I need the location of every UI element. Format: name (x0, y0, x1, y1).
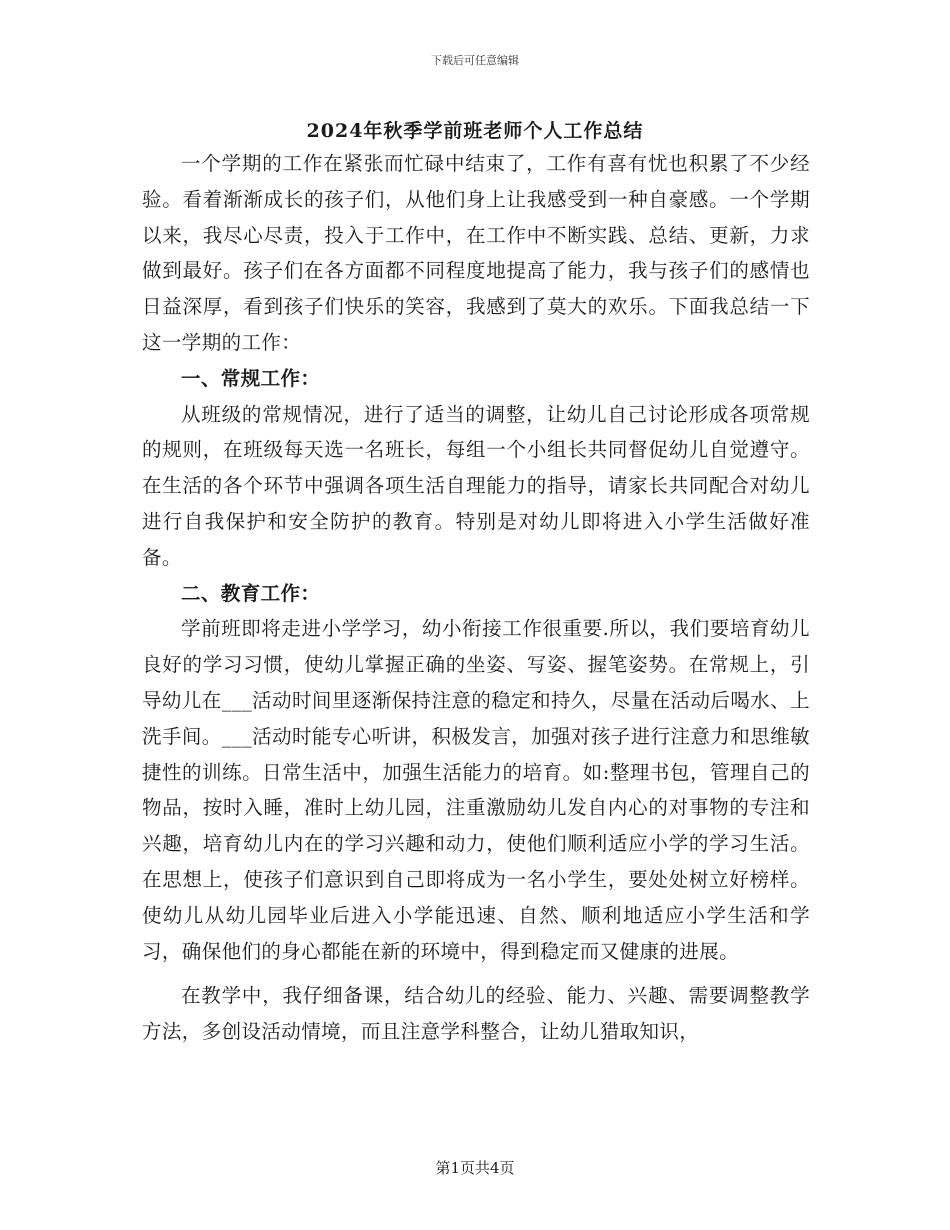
teaching-paragraph: 在教学中，我仔细备课，结合幼儿的经验、能力、兴趣、需要调整教学方法，多创设活动情境，而且注意学科整合，让幼儿猎取知识， (142, 984, 810, 1044)
routine-paragraph: 从班级的常规情况，进行了适当的调整，让幼儿自己讨论形成各项常规的规则，在班级每天选一名班长，每组一个小组长共同督促幼儿自觉遵守。在生活的各个环节中强调各项生活自理能力的指导，请家长共同配合对幼儿进行自我保护和安全防护的教育。特别是对幼儿即将进入小学生活做好准备。 (142, 402, 810, 569)
section-heading-routine: 一、常规工作： (181, 366, 321, 390)
header-note: 下载后可任意编辑 (431, 54, 519, 67)
section-heading-education: 二、教育工作： (181, 581, 321, 605)
page-footer: 第1页共4页 (435, 1159, 515, 1177)
intro-paragraph: 一个学期的工作在紧张而忙碌中结束了，工作有喜有忧也积累了不少经验。看着渐渐成长的孩子们，从他们身上让我感受到一种自豪感。一个学期以来，我尽心尽责，投入于工作中，在工作中不断实践、总结、更新，力求做到最好。孩子们在各方面都不同程度地提高了能力，我与孩子们的感情也日益深厚，看到孩子们快乐的笑容，我感到了莫大的欢乐。下面我总结一下这一学期的工作： (142, 152, 810, 354)
education-paragraph: 学前班即将走进小学学习，幼小衔接工作很重要.所以，我们要培育幼儿良好的学习习惯，使幼儿掌握正确的坐姿、写姿、握笔姿势。在常规上，引导幼儿在___活动时间里逐渐保持注意的稳定和持久，尽量在活动后喝水、上洗手间。___活动时能专心听讲，积极发言，加强对孩子进行注意力和思维敏捷性的训练。日常生活中，加强生活能力的培育。如:整理书包，管理自己的物品，按时入睡，准时上幼儿园，注重激励幼儿发自内心的对事物的专注和兴趣，培育幼儿内在的学习兴趣和动力，使他们顺利适应小学的学习生活。在思想上，使孩子们意识到自己即将成为一名小学生，要处处树立好榜样。使幼儿从幼儿园毕业后进入小学能迅速、自然、顺利地适应小学生活和学习，确保他们的身心都能在新的环境中，得到稳定而又健康的进展。 (142, 617, 810, 963)
document-body (142, 146, 810, 1050)
document-title: 2024年秋季学前班老师个人工作总结 (306, 120, 644, 142)
